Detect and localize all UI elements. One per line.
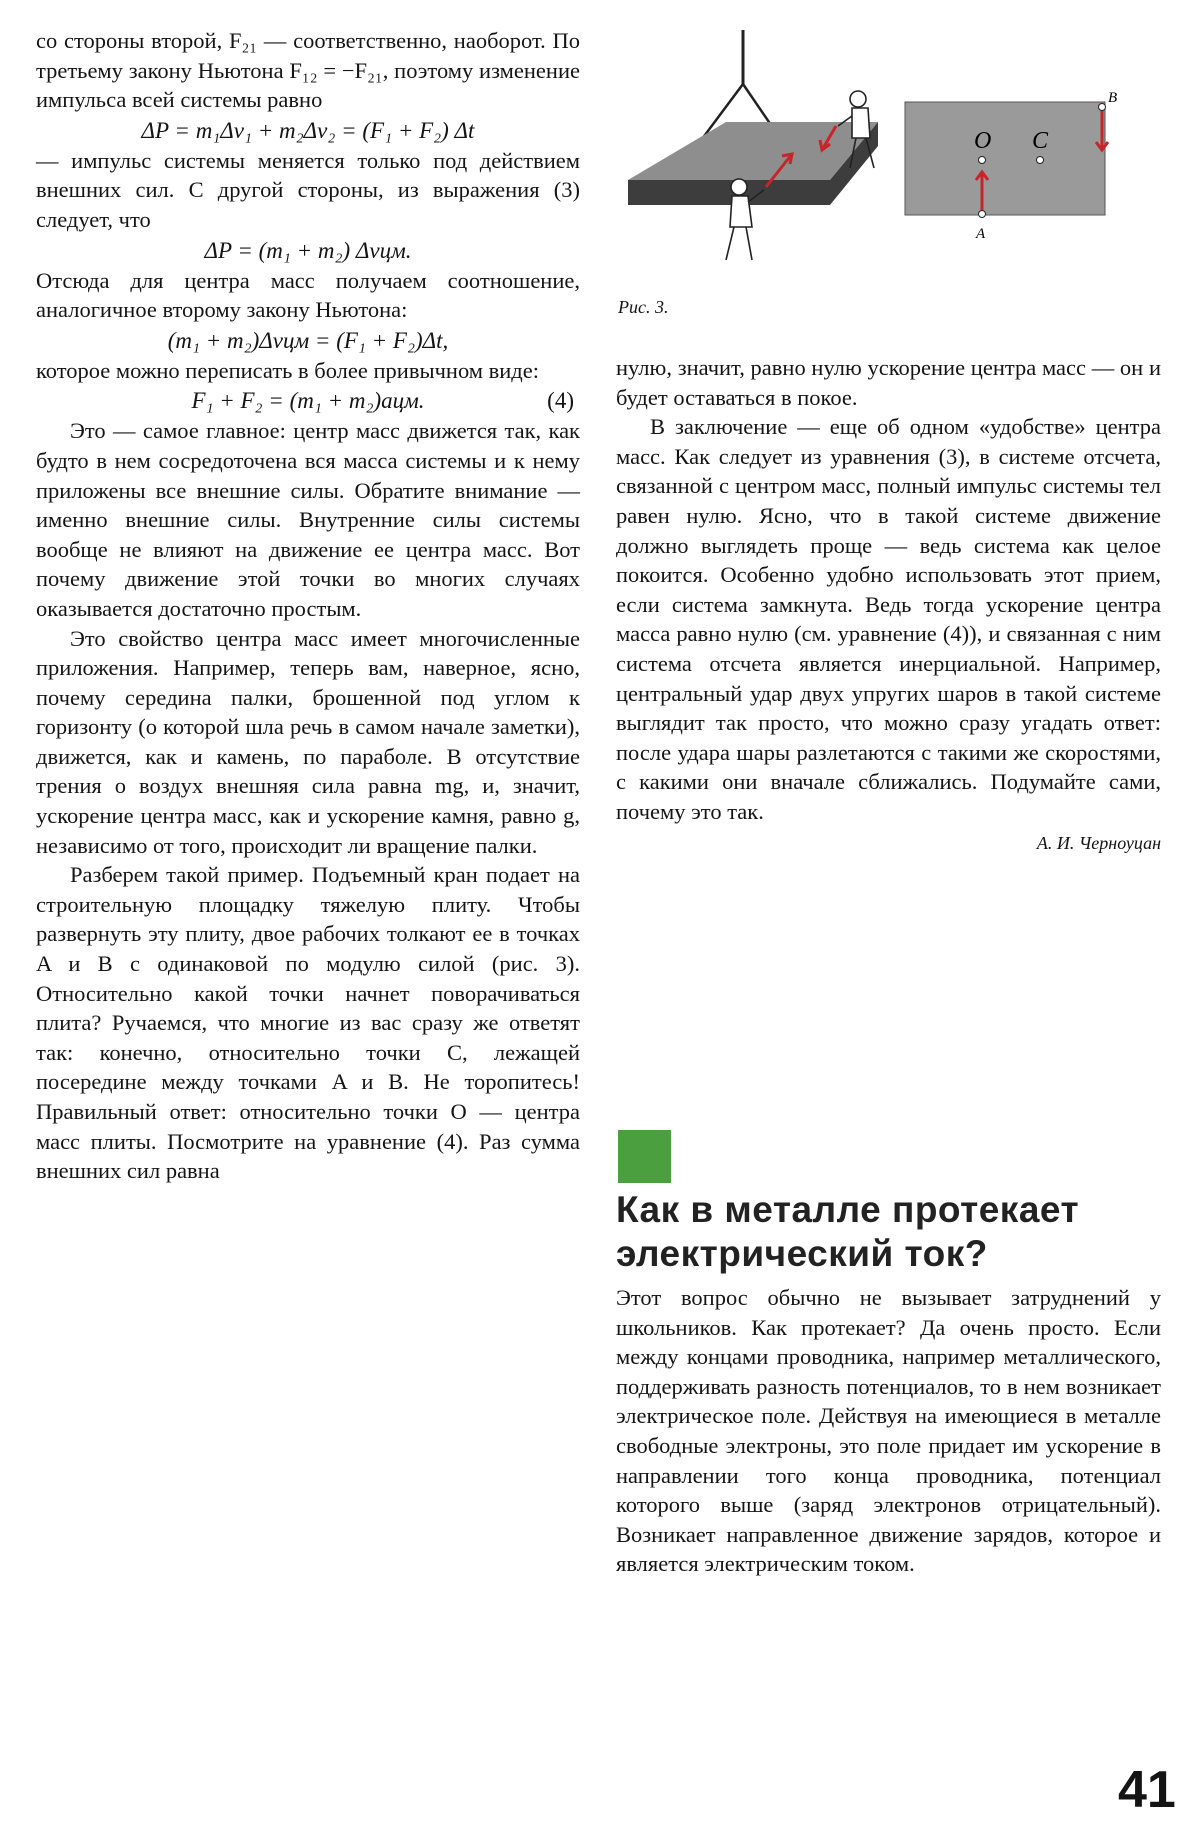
figure-3 bbox=[616, 22, 1176, 322]
section-marker-icon bbox=[618, 1130, 671, 1183]
left-paragraph-2: — импульс системы меняется только под действием внешних сил. С другой стороны, из выражения (3) следует, что bbox=[36, 147, 580, 232]
point-o-icon bbox=[979, 157, 986, 164]
equation-4-text: F₁ + F₂ = (m₁ + m₂)aцм. bbox=[191, 388, 425, 414]
equation-4-number: (4) bbox=[547, 388, 574, 414]
label-a: A bbox=[976, 226, 986, 242]
label-o: O bbox=[974, 128, 992, 154]
equation-newton-analog: (m₁ + m₂)Δvцм = (F₁ + F₂)Δt, bbox=[167, 327, 449, 353]
label-b: B bbox=[1108, 90, 1118, 106]
author-signature: А. И. Черноуцан bbox=[1036, 832, 1161, 853]
figure-3-drawing bbox=[616, 22, 1176, 302]
point-a-icon bbox=[979, 211, 986, 218]
left-column bbox=[36, 26, 580, 1186]
equation-cm-momentum: ΔP = (m₁ + m₂) Δvцм. bbox=[204, 237, 412, 263]
article-body: Этот вопрос обычно не вызывает затруднений у школьников. Как протекает? Да очень просто. Если между концами проводника, например металлического, поддерживать разность потенциалов, то в нем возникает электрическое поле. Действуя на имеющиеся в металле свободные электроны, это поле придает им ускорение в направлении того конца проводника, потенциал которого выше (заряд электронов отрицательный). Возникает направленное движение зарядов, которое и является электрическим током. bbox=[616, 1285, 1161, 1577]
right-paragraph-1: нулю, значит, равно нулю ускорение центра масс — он и будет оставаться в покое. bbox=[616, 355, 1161, 410]
point-b-icon bbox=[1099, 104, 1106, 111]
left-paragraph-4: которое можно переписать в более привычном виде: bbox=[36, 357, 539, 383]
label-c: C bbox=[1032, 128, 1049, 154]
point-c-icon bbox=[1037, 157, 1044, 164]
left-paragraph-5: Это — самое главное: центр масс движется так, как будто в нем сосредоточена вся масса системы и к нему приложены все внешние силы. Обратите внимание — именно внешние силы. Внутренние силы системы вообще не влияют на движение ее центра масс. Вот почему движение этой точки во многих случаях оказывается достаточно простым. bbox=[36, 418, 580, 621]
figure-caption: Рис. 3. bbox=[618, 297, 669, 317]
right-paragraph-2: В заключение — еще об одном «удобстве» центра масс. Как следует из уравнения (3), в системе отсчета, связанной с центром масс, полный импульс системы тел равен нулю. Ясно, что в такой системе движение должно выглядеть проще — ведь система как целое покоится. Особенно удобно использовать этот прием, если система замкнута. Ведь тогда ускорение центра масса равно нулю (см. уравнение (4)), и связанная с ним система отсчета является инерциальной. Например, центральный удар двух упругих шаров в такой системе выглядит так просто, что можно сразу угадать ответ: после удара шары разлетаются с такими же скоростями, с какими они вначале сближались. Подумайте сами, почему это так. bbox=[616, 414, 1161, 824]
left-paragraph-7: Разберем такой пример. Подъемный кран подает на строительную площадку тяжелую плиту. Чтобы развернуть эту плиту, двое рабочих толкают ее в точках A и B с одинаковой по модулю силой (рис. 3). Относительно какой точки начнет поворачиваться плита? Ручаемся, что многие из вас сразу же ответят так: конечно, относительно точки C, лежащей посередине между точками A и B. Не торопитесь! Правильный ответ: относительно точки O — центра масс плиты. Посмотрите на уравнение (4). Раз сумма внешних сил равна bbox=[36, 862, 580, 1184]
right-column bbox=[616, 353, 1161, 858]
left-paragraph-6: Это свойство центра масс имеет многочисленные приложения. Например, теперь вам, наверное, ясно, почему середина палки, брошенной под углом к горизонту (о которой шла речь в самом начале заметки), движется, как и камень, по параболе. В отсутствие трения о воздух внешняя сила равна mg, и, значит, ускорение центра масс, как и ускорение камня, равно g, независимо от того, происходит ли вращение палки. bbox=[36, 625, 580, 858]
slab-front-icon bbox=[628, 180, 830, 205]
left-paragraph-1: со стороны второй, F₂₁ — соответственно, наоборот. По третьему закону Ньютона F₁₂ = −F₂₁, поэтому изменение импульса всей системы равно bbox=[36, 28, 580, 113]
article-title: Как в металле протекает электрический ток? bbox=[616, 1189, 1080, 1274]
plate-plan-icon bbox=[905, 102, 1105, 215]
equation-momentum-change: ΔP = m₁Δv₁ + m₂Δv₂ = (F₁ + F₂) Δt bbox=[141, 117, 475, 143]
page-number: 41 bbox=[1118, 1761, 1176, 1819]
equation-4 bbox=[36, 385, 580, 416]
left-paragraph-3: Отсюда для центра масс получаем соотношение, аналогичное второму закону Ньютона: bbox=[36, 267, 580, 323]
